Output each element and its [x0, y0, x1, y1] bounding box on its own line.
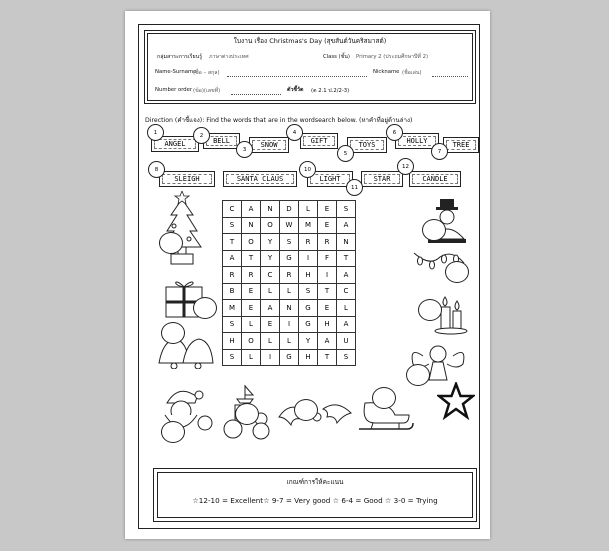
number-circle-6: 6 — [386, 124, 403, 141]
grid-cell[interactable]: S — [337, 349, 356, 366]
answer-bubble-bells[interactable] — [161, 322, 185, 344]
name-hint: (ชื่อ – สกุล) — [193, 70, 220, 76]
grid-cell[interactable]: A — [261, 300, 280, 317]
grid-cell[interactable]: A — [223, 250, 242, 267]
grid-cell[interactable]: H — [299, 349, 318, 366]
grid-cell[interactable]: T — [318, 349, 337, 366]
nickname-line[interactable] — [432, 76, 468, 77]
answer-bubble-holly[interactable] — [294, 399, 318, 421]
grid-cell[interactable]: Y — [261, 234, 280, 251]
number-circle-8: 8 — [148, 161, 165, 178]
grid-cell[interactable]: L — [337, 300, 356, 317]
direction-text: Direction (คำชี้แจง): Find the words that are in the wordsearch below. (หาคำที่อยู่ด้านล่าง) — [145, 117, 413, 124]
grid-cell[interactable]: G — [280, 349, 299, 366]
answer-bubble-snowman[interactable] — [422, 219, 446, 241]
answer-bubble-lights[interactable] — [445, 261, 469, 283]
number-circle-3: 3 — [236, 141, 253, 158]
subject-value: ภาษาต่างประเทศ — [209, 54, 249, 60]
nickname-label: Nickname — [373, 69, 400, 75]
name-line[interactable] — [227, 76, 367, 77]
grid-cell[interactable]: E — [318, 201, 337, 218]
number-circle-12: 12 — [397, 158, 414, 175]
name-label: Name-Surname — [155, 69, 197, 75]
word-box-holly: HOLLY — [395, 133, 439, 149]
grid-cell[interactable]: A — [318, 333, 337, 350]
indicator-label: ตัวชี้วัด — [287, 87, 304, 93]
grid-cell[interactable]: N — [242, 217, 261, 234]
grid-cell[interactable]: L — [242, 349, 261, 366]
grid-cell[interactable]: G — [280, 250, 299, 267]
grid-cell[interactable]: A — [242, 201, 261, 218]
grid-row — [223, 333, 356, 350]
word-box-santa-claus: SANTA CLAUS — [223, 171, 297, 187]
header-box — [144, 30, 476, 104]
grid-cell[interactable]: S — [280, 234, 299, 251]
grid-cell[interactable]: O — [242, 234, 261, 251]
word-box-light: LIGHT — [307, 171, 353, 187]
grid-cell[interactable]: T — [337, 250, 356, 267]
score-criteria: ☆12-10 = Excellent☆ 9-7 = Very good ☆ 6-4 = Good ☆ 3-0 = Trying — [192, 496, 438, 505]
indicator-value: (ต 2.1 ป.2/2-3) — [311, 88, 350, 94]
grid-cell[interactable]: S — [223, 217, 242, 234]
grid-cell[interactable]: S — [337, 201, 356, 218]
grid-row — [223, 316, 356, 333]
grid-row — [223, 283, 356, 300]
grid-cell[interactable]: T — [242, 250, 261, 267]
word-box-candle: CANDLE — [409, 171, 461, 187]
grid-row — [223, 217, 356, 234]
answer-bubble-candles[interactable] — [418, 299, 442, 321]
grid-cell[interactable]: A — [337, 316, 356, 333]
word-search-grid — [222, 200, 356, 366]
grid-cell[interactable]: G — [299, 316, 318, 333]
grid-cell[interactable]: T — [318, 283, 337, 300]
grid-row — [223, 234, 356, 251]
grid-cell[interactable]: N — [337, 234, 356, 251]
grid-cell[interactable]: I — [299, 250, 318, 267]
number-circle-10: 10 — [299, 161, 316, 178]
word-box-gift: GIFT — [300, 133, 338, 149]
star-icon — [437, 382, 475, 420]
word-box-snow: SNOW — [249, 137, 289, 153]
number-circle-5: 5 — [337, 145, 354, 162]
grid-row — [223, 267, 356, 284]
grid-cell[interactable]: E — [242, 283, 261, 300]
grid-cell[interactable]: E — [242, 300, 261, 317]
word-box-tree: TREE — [443, 137, 479, 153]
answer-bubble-sleigh[interactable] — [372, 387, 396, 409]
word-box-sleigh: SLEIGH — [159, 171, 215, 187]
grid-cell[interactable]: L — [261, 333, 280, 350]
grid-cell[interactable]: I — [318, 267, 337, 284]
grid-cell[interactable]: E — [318, 217, 337, 234]
grid-cell[interactable]: H — [318, 316, 337, 333]
grid-cell[interactable]: L — [280, 333, 299, 350]
grid-cell[interactable]: I — [280, 316, 299, 333]
grid-cell[interactable]: H — [223, 333, 242, 350]
grid-cell[interactable]: I — [261, 349, 280, 366]
answer-bubble-angel[interactable] — [406, 364, 430, 386]
worksheet-title: ใบงาน เรื่อง Christmas's Day (สุขสันต์วันคริสมาสต์) — [233, 37, 387, 45]
grid-row — [223, 201, 356, 218]
answer-bubble-gift[interactable] — [193, 297, 217, 319]
grid-cell[interactable]: U — [337, 333, 356, 350]
grid-cell[interactable]: S — [299, 283, 318, 300]
score-box — [153, 468, 477, 522]
number-line[interactable] — [231, 94, 281, 95]
answer-bubble-tree[interactable] — [159, 232, 183, 254]
class-label: Class (ชั้น) — [323, 54, 350, 60]
tree-icon — [157, 191, 207, 266]
grid-cell[interactable]: N — [280, 300, 299, 317]
grid-cell[interactable]: R — [299, 234, 318, 251]
worksheet-page — [125, 11, 490, 539]
number-hint: (ข้อ)(เลขที่) — [193, 88, 221, 94]
grid-cell[interactable]: H — [299, 267, 318, 284]
number-circle-11: 11 — [346, 179, 363, 196]
grid-cell[interactable]: A — [337, 217, 356, 234]
subject-label: กลุ่มสาระการเรียนรู้ — [157, 54, 203, 60]
grid-cell[interactable]: Y — [261, 250, 280, 267]
grid-row — [223, 349, 356, 366]
grid-cell[interactable]: A — [337, 267, 356, 284]
class-value: Primary 2 (ประถมศึกษาปีที่ 2) — [356, 54, 429, 60]
grid-cell[interactable]: W — [280, 217, 299, 234]
grid-cell[interactable]: E — [261, 316, 280, 333]
number-circle-2: 2 — [193, 127, 210, 144]
grid-cell[interactable]: O — [242, 333, 261, 350]
word-box-angel: ANGEL — [151, 136, 199, 152]
grid-cell[interactable]: R — [223, 267, 242, 284]
grid-cell[interactable]: C — [261, 267, 280, 284]
grid-cell[interactable]: E — [318, 300, 337, 317]
grid-cell[interactable]: L — [261, 283, 280, 300]
grid-cell[interactable]: T — [223, 234, 242, 251]
grid-cell[interactable]: L — [280, 283, 299, 300]
number-circle-7: 7 — [431, 143, 448, 160]
grid-cell[interactable]: C — [223, 201, 242, 218]
grid-cell[interactable]: R — [280, 267, 299, 284]
number-circle-4: 4 — [286, 124, 303, 141]
grid-cell[interactable]: Y — [299, 333, 318, 350]
nickname-hint: (ชื่อเล่น) — [402, 70, 422, 76]
grid-cell[interactable]: N — [261, 201, 280, 218]
grid-cell[interactable]: L — [299, 201, 318, 218]
number-label: Number order — [155, 87, 193, 93]
grid-row — [223, 250, 356, 267]
word-box-bell: BELL — [203, 133, 240, 149]
number-circle-1: 1 — [147, 124, 164, 141]
grid-cell[interactable]: M — [299, 217, 318, 234]
grid-row — [223, 300, 356, 317]
answer-bubble-toys[interactable] — [235, 403, 259, 425]
grid-cell[interactable]: S — [223, 316, 242, 333]
grid-cell[interactable]: O — [261, 217, 280, 234]
grid-cell[interactable]: M — [223, 300, 242, 317]
grid-cell[interactable]: G — [299, 300, 318, 317]
grid-cell[interactable]: F — [318, 250, 337, 267]
grid-cell[interactable]: R — [242, 267, 261, 284]
grid-cell[interactable]: S — [223, 349, 242, 366]
answer-bubble-santa[interactable] — [161, 421, 185, 443]
grid-cell[interactable]: L — [242, 316, 261, 333]
score-title: เกณฑ์การให้คะแนน — [286, 478, 344, 486]
word-box-star: STAR — [361, 171, 403, 187]
grid-cell[interactable]: R — [318, 234, 337, 251]
grid-cell[interactable]: B — [223, 283, 242, 300]
grid-cell[interactable]: C — [337, 283, 356, 300]
word-box-toys: TOYS — [347, 137, 387, 153]
grid-cell[interactable]: D — [280, 201, 299, 218]
